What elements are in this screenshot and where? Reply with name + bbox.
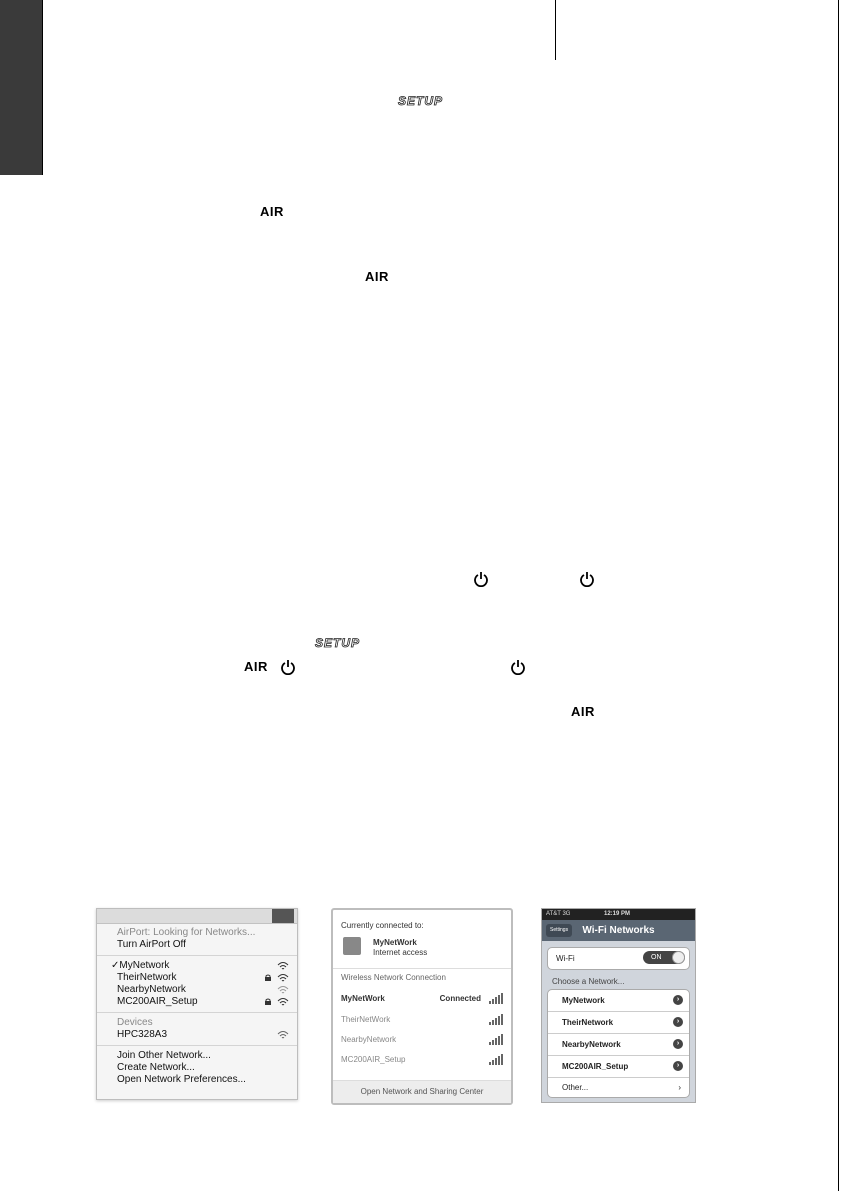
network-list (547, 989, 690, 1098)
air-icon: AIR (365, 269, 389, 284)
divider (97, 955, 297, 956)
network-label: MC200AIR_Setup (117, 996, 198, 1007)
menu-item-preferences[interactable]: Open Network Preferences... (117, 1074, 246, 1085)
connected-label: Connected (439, 994, 481, 1003)
signal-icon (489, 993, 503, 1004)
menu-item-status: AirPort: Looking for Networks... (117, 927, 256, 938)
wifi-icon (277, 985, 289, 995)
open-network-center-link[interactable]: Open Network and Sharing Center (333, 1080, 511, 1103)
nav-title: Wi-Fi Networks (582, 925, 655, 936)
current-network-name: MyNetWork (373, 938, 417, 947)
divider (97, 1012, 297, 1013)
chevron-right-icon[interactable]: › (673, 1017, 683, 1027)
carrier-label: AT&T 3G (546, 911, 571, 917)
current-network-status: Internet access (373, 948, 428, 957)
section-label-devices: Devices (117, 1017, 153, 1028)
network-label: NearbyNetwork (562, 1040, 621, 1049)
menu-item-network[interactable] (97, 960, 297, 972)
network-label: MyNetwork (562, 996, 605, 1005)
network-icon (343, 937, 361, 955)
other-label: Other... (562, 1083, 589, 1092)
menu-item-turn-off[interactable]: Turn AirPort Off (117, 939, 186, 950)
toggle-label: ON (651, 954, 662, 961)
network-label: NearbyNetwork (341, 1035, 397, 1044)
toggle-knob (672, 951, 685, 964)
wifi-icon (277, 1030, 289, 1040)
setup-icon: SETUP (315, 636, 361, 650)
menu-item-join-other[interactable]: Join Other Network... (117, 1050, 211, 1061)
power-icon (510, 659, 526, 675)
menu-item-network[interactable] (97, 984, 297, 996)
air-icon: AIR (571, 704, 595, 719)
network-label: TheirNetwork (117, 972, 177, 983)
device-label: HPC328A3 (117, 1029, 168, 1040)
network-cell[interactable] (548, 990, 689, 1011)
back-button[interactable]: Settings (546, 924, 572, 937)
divider (333, 968, 511, 969)
menu-item-network[interactable] (97, 996, 297, 1008)
wifi-toggle[interactable] (643, 951, 685, 964)
nav-bar (542, 920, 695, 941)
wifi-icon[interactable] (272, 909, 294, 923)
chevron-right-icon[interactable]: › (673, 1039, 683, 1049)
network-cell[interactable] (548, 1056, 689, 1077)
signal-icon (489, 1034, 503, 1045)
other-network-cell[interactable] (548, 1077, 689, 1098)
time-label: 12:19 PM (604, 911, 631, 917)
wifi-label: Wi-Fi (556, 954, 575, 963)
signal-icon (489, 1014, 503, 1025)
network-row[interactable] (341, 993, 503, 1005)
network-row[interactable] (341, 1034, 503, 1046)
section-wireless: Wireless Network Connection (341, 973, 446, 982)
setup-icon: SETUP (398, 94, 444, 108)
iphone-wifi-screen (541, 908, 696, 1103)
status-bar (542, 909, 695, 920)
network-label: MyNetWork (341, 994, 385, 1003)
chevron-right-icon[interactable]: › (673, 1061, 683, 1071)
network-label: MyNetwork (119, 960, 170, 971)
network-cell[interactable] (548, 1012, 689, 1033)
windows-network-panel (331, 908, 513, 1105)
menu-item-network[interactable] (97, 972, 297, 984)
wifi-toggle-group (547, 947, 690, 970)
connected-to-header: Currently connected to: (341, 921, 424, 930)
air-icon: AIR (244, 659, 268, 674)
crop-mark (838, 0, 839, 1191)
chapter-tab (0, 0, 43, 175)
choose-network-label: Choose a Network... (552, 977, 625, 986)
mac-airport-menu (96, 908, 298, 1100)
power-icon (579, 571, 595, 587)
checkmark-icon: ✓ (111, 960, 120, 971)
menu-item-device[interactable] (97, 1029, 297, 1041)
network-label: MC200AIR_Setup (562, 1062, 629, 1071)
signal-icon (489, 1054, 503, 1065)
network-label: NearbyNetwork (117, 984, 186, 995)
crop-mark (555, 0, 556, 60)
wifi-icon (277, 973, 289, 983)
divider (97, 1045, 297, 1046)
menu-item-create-network[interactable]: Create Network... (117, 1062, 195, 1073)
menu-bar (97, 909, 297, 924)
chevron-right-icon[interactable]: › (673, 995, 683, 1005)
network-row[interactable] (341, 1054, 503, 1066)
air-icon: AIR (260, 204, 284, 219)
network-row[interactable] (341, 1014, 503, 1026)
power-icon (473, 571, 489, 587)
wifi-icon (277, 961, 289, 971)
crop-mark (42, 0, 43, 175)
chevron-right-icon: › (678, 1083, 681, 1092)
network-label: MC200AIR_Setup (341, 1055, 406, 1064)
lock-icon (265, 998, 271, 1005)
network-label: TheirNetWork (341, 1015, 391, 1024)
wifi-icon (277, 997, 289, 1007)
network-label: TheirNetwork (562, 1018, 614, 1027)
network-cell[interactable] (548, 1034, 689, 1055)
power-icon (280, 659, 296, 675)
lock-icon (265, 974, 271, 981)
